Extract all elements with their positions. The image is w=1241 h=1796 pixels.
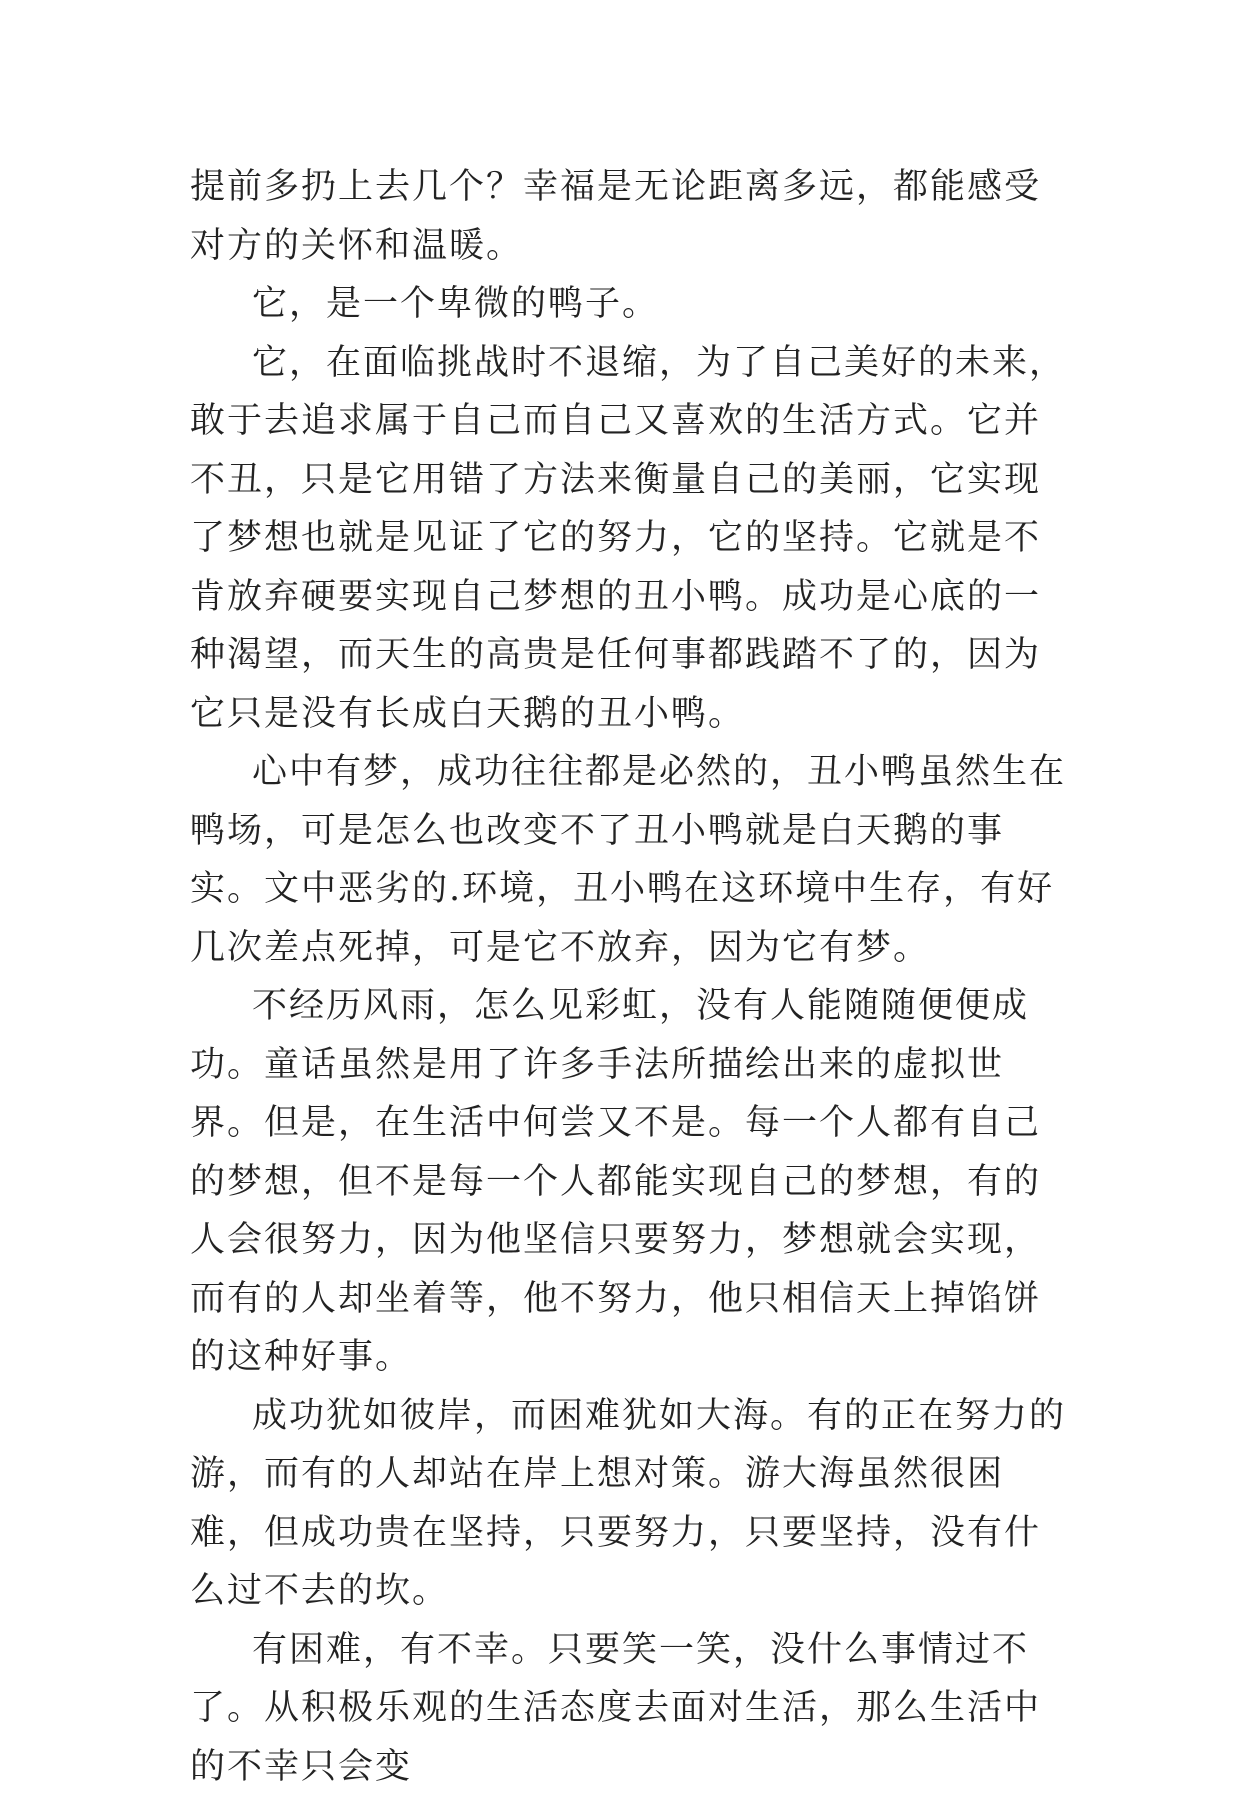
document-body (190, 158, 1070, 1796)
paragraph: 它，是一个卑微的鸭子。 (190, 275, 1070, 334)
paragraph: 它，在面临挑战时不退缩，为了自己美好的未来，敢于去追求属于自己而自己又喜欢的生活方式。它并不丑，只是它用错了方法来衡量自己的美丽，它实现了梦想也就是见证了它的努力，它的坚持。它就是不肯放弃硬要实现自己梦想的丑小鸭。成功是心底的一种渴望，而天生的高贵是任何事都践踏不了的，因为它只是没有长成白天鹅的丑小鸭。 (190, 334, 1070, 744)
paragraph: 有困难，有不幸。只要笑一笑，没什么事情过不了。从积极乐观的生活态度去面对生活，那么生活中的不幸只会变 (190, 1621, 1070, 1796)
paragraph: 心中有梦，成功往往都是必然的，丑小鸭虽然生在鸭场，可是怎么也改变不了丑小鸭就是白天鹅的事实。文中恶劣的.环境，丑小鸭在这环境中生存，有好几次差点死掉，可是它不放弃，因为它有梦。 (190, 743, 1070, 977)
paragraph: 成功犹如彼岸，而困难犹如大海。有的正在努力的游，而有的人却站在岸上想对策。游大海虽然很困难，但成功贵在坚持，只要努力，只要坚持，没有什么过不去的坎。 (190, 1387, 1070, 1621)
paragraph-continuation: 提前多扔上去几个？幸福是无论距离多远，都能感受对方的关怀和温暖。 (190, 158, 1070, 275)
paragraph: 不经历风雨，怎么见彩虹，没有人能随随便便成功。童话虽然是用了许多手法所描绘出来的虚拟世界。但是，在生活中何尝又不是。每一个人都有自己的梦想，但不是每一个人都能实现自己的梦想，有的人会很努力，因为他坚信只要努力，梦想就会实现，而有的人却坐着等，他不努力，他只相信天上掉馅饼的这种好事。 (190, 977, 1070, 1387)
